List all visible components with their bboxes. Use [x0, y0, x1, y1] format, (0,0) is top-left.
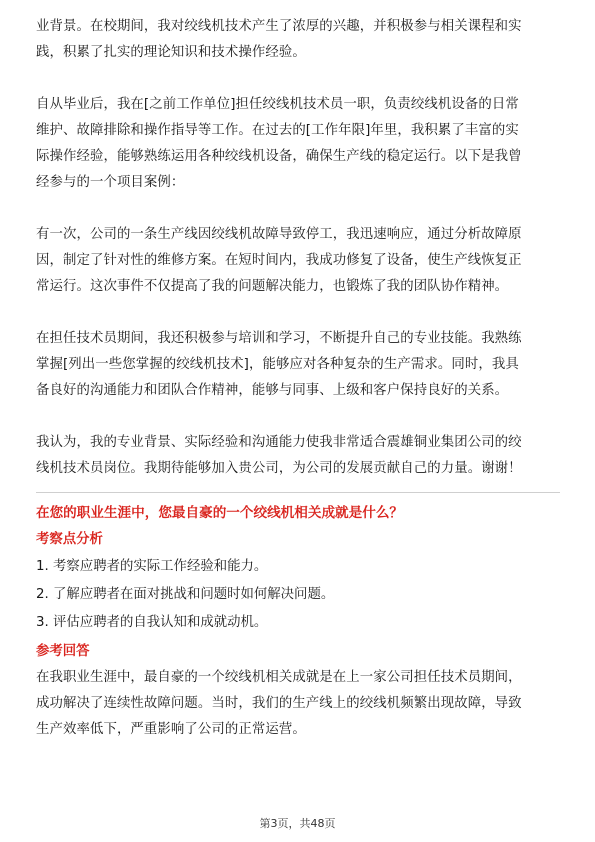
- paragraph-line: 经参与的一个项目案例：: [36, 175, 185, 190]
- paragraph-case: [36, 222, 560, 300]
- paragraph-line: 生产效率低下，严重影响了公司的正常运营。: [36, 722, 306, 737]
- analysis-list: [36, 553, 560, 637]
- answer-heading: 参考回答: [36, 644, 90, 659]
- paragraph-line: 际操作经验，能够熟练运用各种绞线机设备，确保生产线的稳定运行。以下是我曾: [36, 149, 522, 164]
- paragraph-line: 我认为，我的专业背景、实际经验和沟通能力使我非常适合震雄铜业集团公司的绞: [36, 435, 522, 450]
- paragraph-line: 践，积累了扎实的理论知识和技术操作经验。: [36, 45, 306, 60]
- list-item: 1. 考察应聘者的实际工作经验和能力。: [36, 559, 268, 574]
- page-number: 第3页，共48页: [259, 817, 336, 830]
- interview-question: 在您的职业生涯中，您最自豪的一个绞线机相关成就是什么？: [36, 505, 404, 521]
- paragraph-line: 业背景。在校期间，我对绞线机技术产生了浓厚的兴趣，并积极参与相关课程和实: [36, 19, 522, 34]
- paragraph-line: 成功解决了连续性故障问题。当时，我们的生产线上的绞线机频繁出现故障，导致: [36, 696, 522, 711]
- answer-paragraph: [36, 665, 560, 743]
- list-item: 2. 了解应聘者在面对挑战和问题时如何解决问题。: [36, 587, 335, 602]
- paragraph-conclusion: [36, 430, 560, 482]
- document-page: [36, 14, 560, 743]
- page-footer: [0, 815, 595, 831]
- paragraph-line: 在我职业生涯中，最自豪的一个绞线机相关成就是在上一家公司担任技术员期间，: [36, 670, 522, 685]
- paragraph-line: 有一次，公司的一条生产线因绞线机故障导致停工，我迅速响应，通过分析故障原: [36, 227, 522, 242]
- paragraph-line: 因，制定了针对性的维修方案。在短时间内，我成功修复了设备，使生产线恢复正: [36, 253, 522, 268]
- paragraph-skills: [36, 326, 560, 404]
- paragraph-line: 线机技术员岗位。我期待能够加入贵公司，为公司的发展贡献自己的力量。谢谢！: [36, 461, 522, 476]
- list-item: 3. 评估应聘者的自我认知和成就动机。: [36, 615, 268, 630]
- paragraph-line: 在担任技术员期间，我还积极参与培训和学习，不断提升自己的专业技能。我熟练: [36, 331, 522, 346]
- paragraph-line: 维护、故障排除和操作指导等工作。在过去的[工作年限]年里，我积累了丰富的实: [36, 123, 519, 138]
- paragraph-line: 掌握[列出一些您掌握的绞线机技术]，能够应对各种复杂的生产需求。同时，我具: [36, 357, 519, 372]
- paragraph-experience: [36, 92, 560, 196]
- analysis-heading: 考察点分析: [36, 532, 103, 547]
- section-divider: [36, 492, 560, 493]
- paragraph-line: 自从毕业后，我在[之前工作单位]担任绞线机技术员一职，负责绞线机设备的日常: [36, 97, 519, 112]
- paragraph-line: 备良好的沟通能力和团队合作精神，能够与同事、上级和客户保持良好的关系。: [36, 383, 509, 398]
- paragraph-background: [36, 14, 560, 66]
- paragraph-line: 常运行。这次事件不仅提高了我的问题解决能力，也锻炼了我的团队协作精神。: [36, 279, 509, 294]
